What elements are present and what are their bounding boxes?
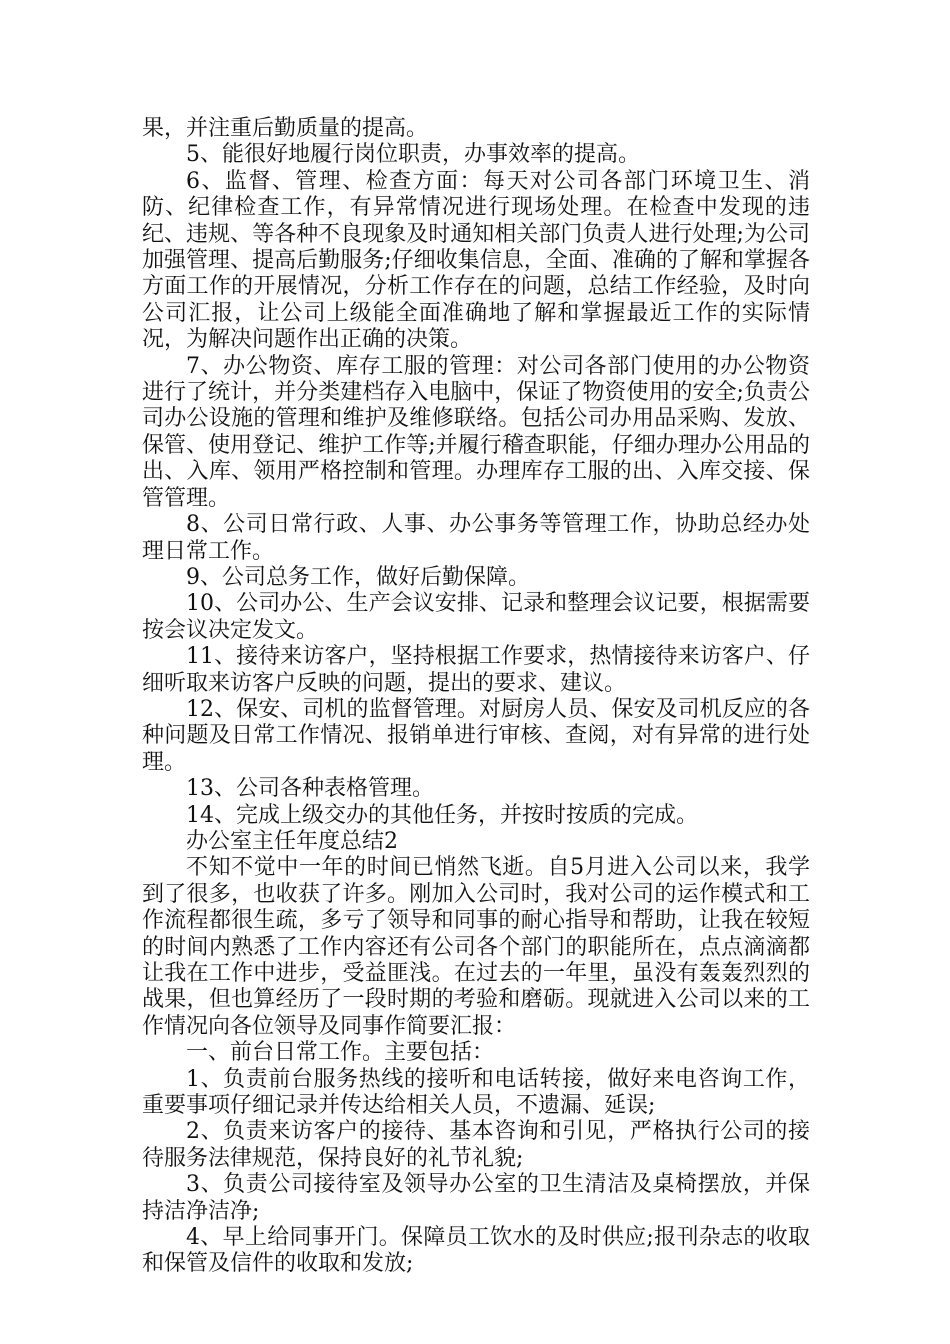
paragraph-item-11: 11、接待来访客户，坚持根据工作要求，热情接待来访客户、仔细听取来访客户反映的问题，提出的要求、建议。 xyxy=(142,644,810,696)
paragraph-item-9: 9、公司总务工作，做好后勤保障。 xyxy=(186,564,530,590)
paragraph-duty-1: 1、负责前台服务热线的接听和电话转接，做好来电咨询工作，重要事项仔细记录并传达给相关人员，不遗漏、延误; xyxy=(142,1066,810,1119)
paragraph-duty-3: 3、负责公司接待室及领导办公室的卫生清洁及桌椅摆放，并保持洁净洁净; xyxy=(142,1172,810,1224)
paragraph-item-14: 14、完成上级交办的其他任务，并按时按质的完成。 xyxy=(186,802,698,828)
paragraph-item-10: 10、公司办公、生产会议安排、记录和整理会议记要，根据需要按会议决定发文。 xyxy=(142,591,810,643)
paragraph-continuation: 果，并注重后勤质量的提高。 xyxy=(142,116,429,141)
paragraph-duty-2: 2、负责来访客户的接待、基本咨询和引见，严格执行公司的接待服务法律规范，保持良好的礼节礼貌; xyxy=(142,1119,810,1171)
paragraph-item-13: 13、公司各种表格管理。 xyxy=(186,776,434,802)
paragraph-item-5: 5、能很好地履行岗位职责，办事效率的提高。 xyxy=(186,142,640,168)
paragraph-item-7: 7、办公物资、库存工服的管理：对公司各部门使用的办公物资进行了统计，并分类建档存入电脑中，保证了物资使用的安全;负责公司办公设施的管理和维护及维修联络。包括公司办用品采购、发放、保管、使用登记、维护工作等;并履行稽查职能，仔细办理办公用品的出、入库、领用严格控制和管理。办理库存工服的出、入库交接、保管管理。 xyxy=(142,353,810,511)
paragraph-item-12: 12、保安、司机的监督管理。对厨房人员、保安及司机反应的各种问题及日常工作情况、报销单进行审核、查阅，对有异常的进行处理。 xyxy=(142,696,810,775)
section-heading: 办公室主任年度总结2 xyxy=(186,828,398,854)
paragraph-subheading: 一、前台日常工作。主要包括： xyxy=(186,1040,495,1066)
paragraph-duty-4: 4、早上给同事开门。保障员工饮水的及时供应;报刊杂志的收取和保管及信件的收取和发放; xyxy=(142,1225,810,1277)
paragraph-item-8: 8、公司日常行政、人事、办公事务等管理工作，协助总经办处理日常工作。 xyxy=(142,512,810,564)
document-page xyxy=(142,116,810,1278)
paragraph-intro: 不知不觉中一年的时间已悄然飞逝。自5月进入公司以来，我学到了很多，也收获了许多。刚加入公司时，我对公司的运作模式和工作流程都很生疏，多亏了领导和同事的耐心指导和帮助，让我在较短的时间内熟悉了工作内容还有公司各个部门的职能所在，点点滴滴都让我在工作中进步，受益匪浅。在过去的一年里，虽没有轰轰烈烈的战果，但也算经历了一段时期的考验和磨砺。现就进入公司以来的工作情况向各位领导及同事作简要汇报： xyxy=(142,855,810,1039)
paragraph-item-6: 6、监督、管理、检查方面：每天对公司各部门环境卫生、消防、纪律检查工作，有异常情况进行现场处理。在检查中发现的违纪、违规、等各种不良现象及时通知相关部门负责人进行处理;为公司加强管理、提高后勤服务;仔细收集信息，全面、准确的了解和掌握各方面工作的开展情况，分析工作存在的问题，总结工作经验，及时向公司汇报，让公司上级能全面准确地了解和掌握最近工作的实际情况，为解决问题作出正确的决策。 xyxy=(142,168,810,353)
